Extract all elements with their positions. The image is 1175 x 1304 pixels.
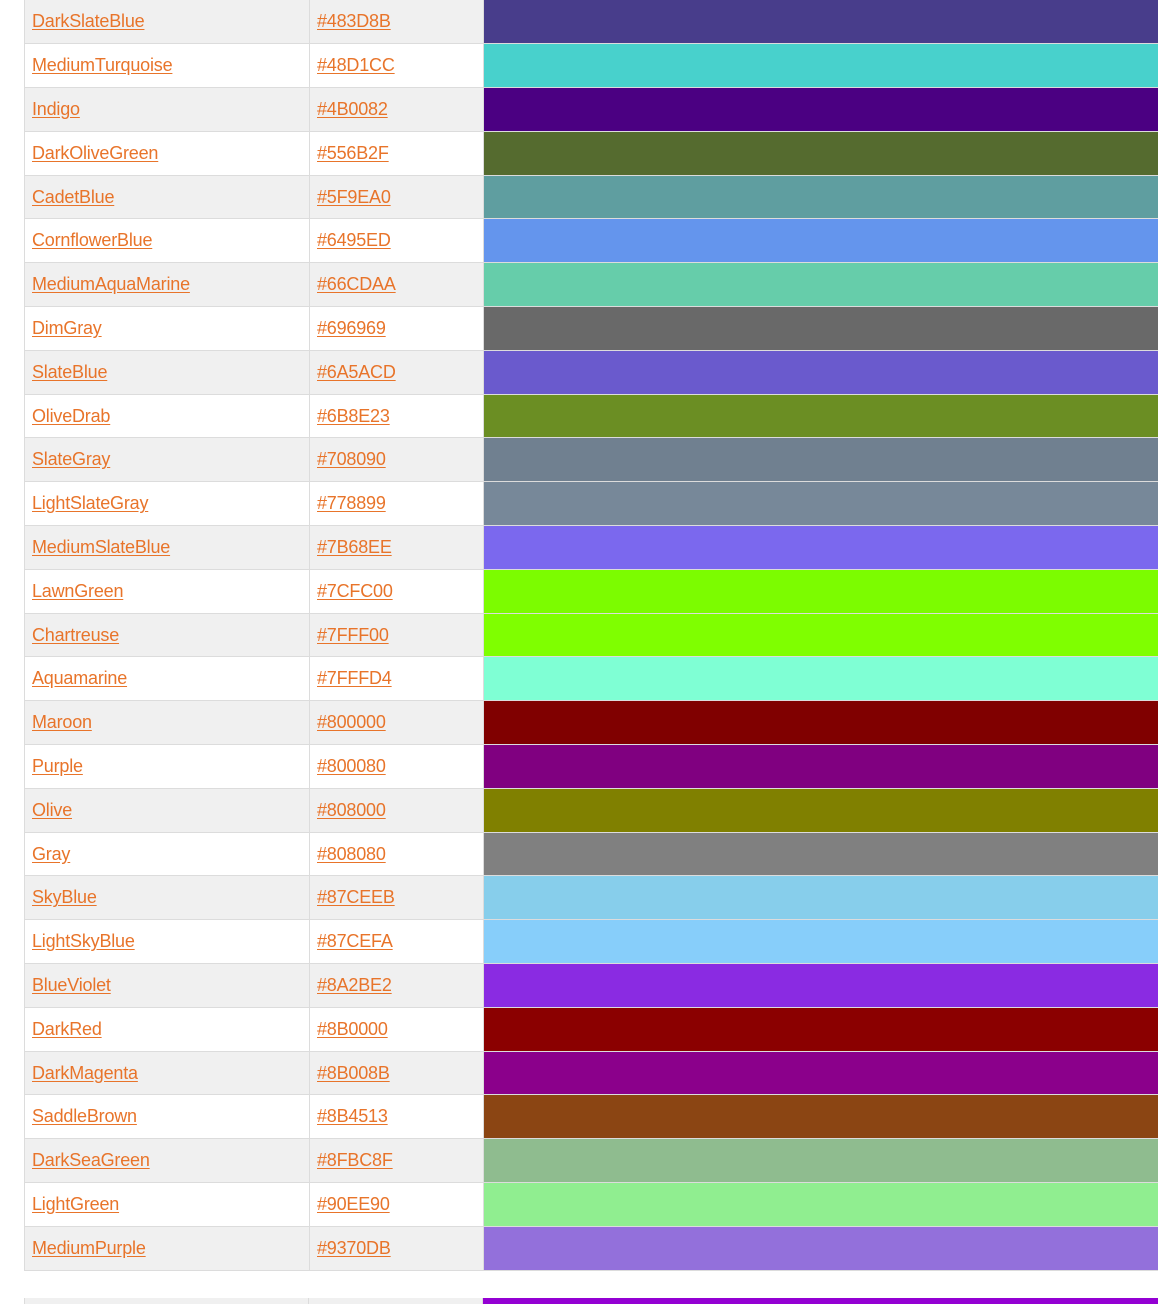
- color-swatch: [484, 920, 1159, 964]
- color-row: [25, 0, 1159, 44]
- color-hex-cell: [310, 88, 484, 132]
- color-swatch: [484, 482, 1159, 526]
- color-name-cell: [25, 526, 310, 570]
- color-name-cell: [25, 964, 310, 1008]
- color-swatch: [484, 307, 1159, 351]
- color-row: [25, 745, 1159, 789]
- color-hex-cell: [310, 44, 484, 88]
- color-swatch: [484, 657, 1159, 701]
- color-swatch: [484, 613, 1159, 657]
- color-name-link[interactable]: CadetBlue: [32, 186, 115, 207]
- color-row: [25, 1183, 1159, 1227]
- color-hex-link[interactable]: #6B8E23: [317, 405, 390, 426]
- color-swatch: [484, 964, 1159, 1008]
- color-row: [25, 569, 1159, 613]
- color-name-cell: [25, 263, 310, 307]
- color-hex-cell: [310, 569, 484, 613]
- color-name-cell: [25, 307, 310, 351]
- color-swatch: [484, 1226, 1159, 1270]
- color-hex-link[interactable]: #8A2BE2: [317, 974, 392, 995]
- color-hex-cell: [310, 701, 484, 745]
- color-name-cell: [25, 131, 310, 175]
- color-name-cell: [25, 788, 310, 832]
- color-swatch: [484, 88, 1159, 132]
- color-swatch: [484, 569, 1159, 613]
- color-swatch: [484, 438, 1159, 482]
- color-name-cell: [25, 1183, 310, 1227]
- color-hex-cell: [310, 175, 484, 219]
- color-hex-cell: [310, 263, 484, 307]
- color-name-link[interactable]: Maroon: [32, 712, 92, 733]
- color-row: [25, 307, 1159, 351]
- color-name-cell: [25, 745, 310, 789]
- color-name-link[interactable]: LightGreen: [32, 1193, 120, 1214]
- color-name-link[interactable]: LawnGreen: [32, 580, 124, 601]
- color-name-link[interactable]: BlueViolet: [32, 974, 111, 995]
- color-name-link[interactable]: OliveDrab: [32, 405, 111, 426]
- color-name-link[interactable]: MediumPurple: [32, 1237, 146, 1258]
- color-hex-cell: [310, 964, 484, 1008]
- color-name-link[interactable]: DarkMagenta: [32, 1062, 138, 1083]
- color-hex-cell: [310, 832, 484, 876]
- color-row: [25, 131, 1159, 175]
- color-hex-cell: [310, 394, 484, 438]
- color-swatch: [484, 0, 1159, 44]
- color-name-link[interactable]: SaddleBrown: [32, 1106, 137, 1127]
- color-name-link[interactable]: SlateBlue: [32, 361, 108, 382]
- color-row: [25, 219, 1159, 263]
- color-name-link[interactable]: LightSlateGray: [32, 493, 149, 514]
- color-hex-cell: [310, 1051, 484, 1095]
- color-hex-cell: [310, 131, 484, 175]
- color-name-cell: [25, 701, 310, 745]
- color-hex-link[interactable]: #7FFFD4: [317, 668, 392, 689]
- partial-color-swatch: [483, 1298, 1158, 1304]
- color-row: [25, 1139, 1159, 1183]
- color-swatch: [484, 832, 1159, 876]
- color-hex-cell: [310, 876, 484, 920]
- color-name-link[interactable]: Olive: [32, 799, 73, 820]
- color-hex-link[interactable]: #708090: [317, 449, 386, 470]
- color-hex-link[interactable]: #778899: [317, 493, 386, 514]
- color-swatch: [484, 175, 1159, 219]
- color-hex-link[interactable]: #7FFF00: [317, 624, 389, 645]
- color-row: [25, 44, 1159, 88]
- color-name-cell: [25, 832, 310, 876]
- color-name-link[interactable]: DarkSlateBlue: [32, 11, 145, 32]
- color-name-cell: [25, 1139, 310, 1183]
- color-swatch: [484, 701, 1159, 745]
- color-hex-link[interactable]: #556B2F: [317, 142, 389, 163]
- color-hex-link[interactable]: #8B4513: [317, 1106, 388, 1127]
- color-name-link[interactable]: LightSkyBlue: [32, 931, 135, 952]
- color-name-link[interactable]: Chartreuse: [32, 624, 120, 645]
- color-hex-link[interactable]: #6495ED: [317, 230, 391, 251]
- color-name-cell: [25, 920, 310, 964]
- color-hex-cell: [310, 350, 484, 394]
- color-name-link[interactable]: SkyBlue: [32, 887, 97, 908]
- color-name-link[interactable]: Purple: [32, 755, 83, 776]
- color-hex-link[interactable]: #66CDAA: [317, 274, 396, 295]
- color-hex-link[interactable]: #5F9EA0: [317, 186, 391, 207]
- color-swatch: [484, 44, 1159, 88]
- color-row: [25, 657, 1159, 701]
- color-row: [25, 438, 1159, 482]
- color-swatch: [484, 1007, 1159, 1051]
- color-name-cell: [25, 1095, 310, 1139]
- color-hex-link[interactable]: #90EE90: [317, 1193, 390, 1214]
- color-name-cell: [25, 876, 310, 920]
- color-table: [24, 0, 1158, 1271]
- color-name-cell: [25, 350, 310, 394]
- color-hex-cell: [310, 1226, 484, 1270]
- color-hex-link[interactable]: #87CEFA: [317, 931, 393, 952]
- color-row: [25, 1007, 1159, 1051]
- color-name-link[interactable]: DarkRed: [32, 1018, 102, 1039]
- color-hex-link[interactable]: #696969: [317, 317, 386, 338]
- color-name-link[interactable]: Indigo: [32, 98, 80, 119]
- color-swatch: [484, 1095, 1159, 1139]
- color-hex-cell: [310, 526, 484, 570]
- color-swatch: [484, 1051, 1159, 1095]
- color-swatch: [484, 394, 1159, 438]
- color-row: [25, 88, 1159, 132]
- color-name-cell: [25, 1226, 310, 1270]
- color-swatch: [484, 1183, 1159, 1227]
- color-name-cell: [25, 175, 310, 219]
- color-row: [25, 394, 1159, 438]
- color-hex-cell: [310, 1183, 484, 1227]
- color-hex-link[interactable]: #8B0000: [317, 1018, 388, 1039]
- color-row: [25, 175, 1159, 219]
- color-name-link[interactable]: DimGray: [32, 317, 102, 338]
- partial-next-row: [24, 1298, 1158, 1304]
- color-name-cell: [25, 1007, 310, 1051]
- color-hex-link[interactable]: #48D1CC: [317, 55, 395, 76]
- color-row: [25, 920, 1159, 964]
- color-row: [25, 1226, 1159, 1270]
- color-hex-link[interactable]: #87CEEB: [317, 887, 395, 908]
- color-hex-cell: [310, 0, 484, 44]
- color-hex-cell: [310, 438, 484, 482]
- color-swatch: [484, 745, 1159, 789]
- color-hex-cell: [310, 745, 484, 789]
- color-name-link[interactable]: MediumSlateBlue: [32, 536, 171, 557]
- color-name-link[interactable]: MediumTurquoise: [32, 55, 173, 76]
- color-hex-link[interactable]: #800000: [317, 712, 386, 733]
- color-hex-cell: [310, 788, 484, 832]
- color-row: [25, 263, 1159, 307]
- color-name-cell: [25, 482, 310, 526]
- color-swatch: [484, 788, 1159, 832]
- color-hex-link[interactable]: #8B008B: [317, 1062, 390, 1083]
- color-hex-cell: [310, 657, 484, 701]
- color-rows: [25, 0, 1159, 1270]
- color-name-cell: [25, 219, 310, 263]
- partial-name-cell: [24, 1298, 309, 1304]
- color-swatch: [484, 876, 1159, 920]
- color-name-cell: [25, 1051, 310, 1095]
- color-swatch: [484, 1139, 1159, 1183]
- color-name-link[interactable]: Aquamarine: [32, 668, 128, 689]
- color-name-cell: [25, 657, 310, 701]
- color-row: [25, 526, 1159, 570]
- color-name-link[interactable]: Gray: [32, 843, 71, 864]
- color-name-cell: [25, 613, 310, 657]
- color-hex-link[interactable]: #9370DB: [317, 1237, 391, 1258]
- color-row: [25, 1051, 1159, 1095]
- color-name-cell: [25, 438, 310, 482]
- color-name-link[interactable]: MediumAquaMarine: [32, 274, 190, 295]
- color-name-cell: [25, 0, 310, 44]
- color-swatch: [484, 526, 1159, 570]
- color-name-link[interactable]: SlateGray: [32, 449, 111, 470]
- color-hex-link[interactable]: #483D8B: [317, 11, 391, 32]
- color-swatch: [484, 219, 1159, 263]
- color-hex-link[interactable]: #6A5ACD: [317, 361, 396, 382]
- color-name-cell: [25, 88, 310, 132]
- color-hex-cell: [310, 613, 484, 657]
- color-hex-link[interactable]: #7CFC00: [317, 580, 393, 601]
- color-hex-cell: [310, 920, 484, 964]
- color-hex-link[interactable]: #4B0082: [317, 98, 388, 119]
- color-hex-cell: [310, 307, 484, 351]
- color-hex-link[interactable]: #7B68EE: [317, 536, 392, 557]
- color-name-link[interactable]: DarkSeaGreen: [32, 1150, 150, 1171]
- color-hex-cell: [310, 1139, 484, 1183]
- color-row: [25, 350, 1159, 394]
- color-row: [25, 701, 1159, 745]
- partial-hex-cell: [309, 1298, 483, 1304]
- color-hex-link[interactable]: #8FBC8F: [317, 1150, 393, 1171]
- color-hex-cell: [310, 219, 484, 263]
- color-name-cell: [25, 44, 310, 88]
- color-name-cell: [25, 394, 310, 438]
- color-row: [25, 832, 1159, 876]
- color-name-link[interactable]: CornflowerBlue: [32, 230, 153, 251]
- color-name-link[interactable]: DarkOliveGreen: [32, 142, 159, 163]
- color-hex-link[interactable]: #808080: [317, 843, 386, 864]
- color-hex-cell: [310, 482, 484, 526]
- color-swatch: [484, 350, 1159, 394]
- color-hex-cell: [310, 1095, 484, 1139]
- color-name-cell: [25, 569, 310, 613]
- color-hex-link[interactable]: #800080: [317, 755, 386, 776]
- color-row: [25, 613, 1159, 657]
- color-hex-cell: [310, 1007, 484, 1051]
- color-row: [25, 482, 1159, 526]
- color-hex-link[interactable]: #808000: [317, 799, 386, 820]
- color-row: [25, 964, 1159, 1008]
- color-row: [25, 788, 1159, 832]
- color-swatch: [484, 131, 1159, 175]
- color-row: [25, 1095, 1159, 1139]
- color-row: [25, 876, 1159, 920]
- color-swatch: [484, 263, 1159, 307]
